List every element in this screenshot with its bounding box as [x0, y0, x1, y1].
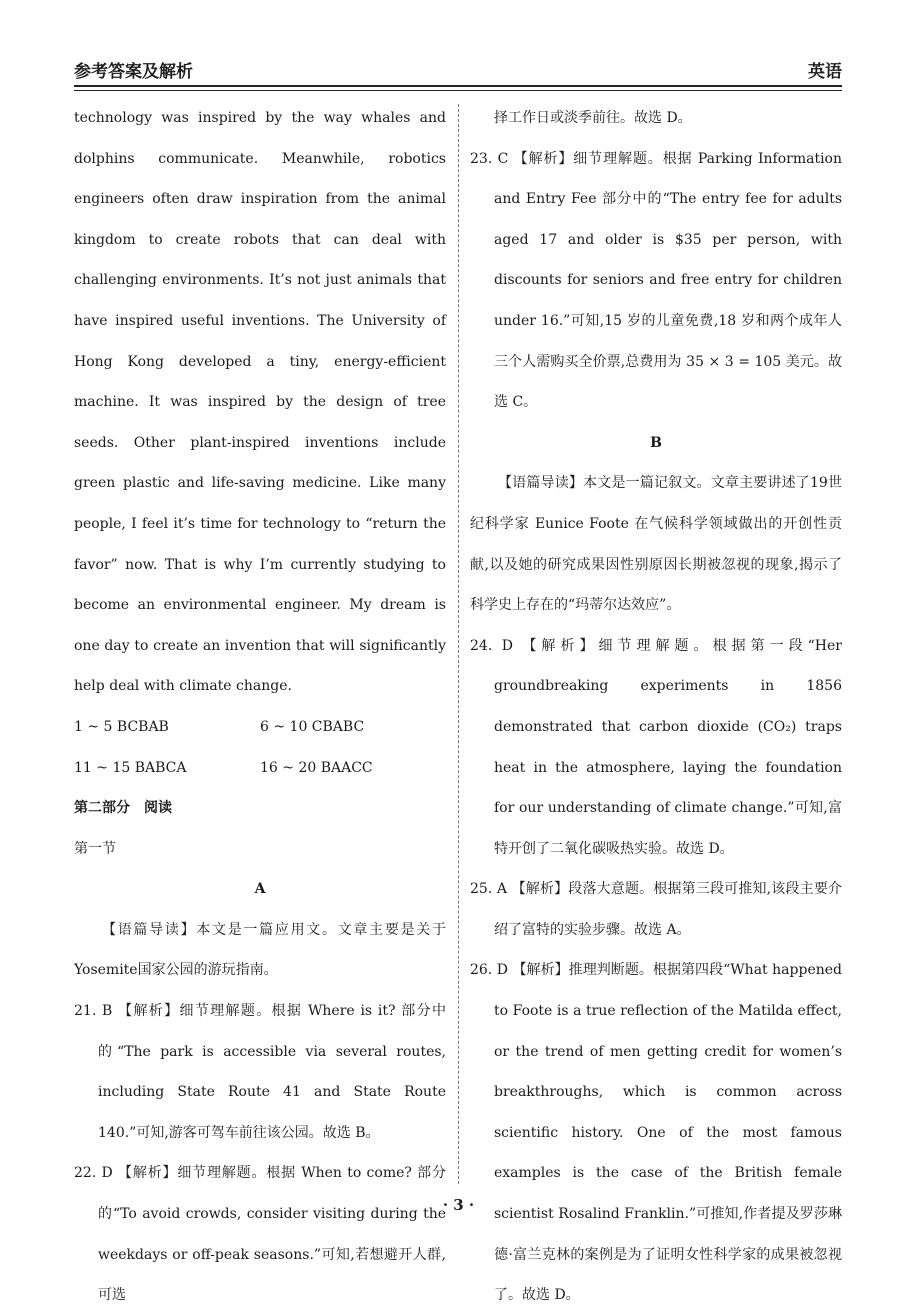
column-divider	[458, 104, 459, 1184]
answer-item-21: 21. B 【解析】细节理解题。根据 Where is it? 部分中的“The park is accessible via several routes, including State Route 41 and State Route 140.”可知,游客可驾车前往该公园。故选 B。	[74, 1003, 446, 1141]
passage-heading-a: A	[254, 881, 266, 898]
passage-heading-b: B	[650, 434, 662, 451]
answer-item-26: 26. D 【解析】推理判断题。根据第四段“What happened to Foote is a true reflection of the Matilda effect, or the trend of men getting credit for women’s breakthroughs, which is common across scientific history. One of the most famous examples is the case of the British female scientist Rosalind Franklin.”可推知,作者提及罗莎琳德·富兰克林的案例是为了证明女性科学家的成果被忽视了。故选 D。	[470, 962, 842, 1304]
section-heading: 第一节	[74, 840, 116, 857]
answer-range: 11 ~ 15 BABCA	[74, 759, 187, 776]
answer-item-22-continued: 择工作日或淡季前往。故选 D。	[494, 110, 692, 126]
passage-guide-a: 【语篇导读】本文是一篇应用文。文章主要是关于Yosemite国家公园的游玩指南。	[74, 921, 446, 979]
answer-range: 16 ~ 20 BAACC	[260, 759, 373, 776]
answer-item-22: 22. D 【解析】细节理解题。根据 When to come? 部分的“To avoid crowds, consider visiting during the weekdays or off-peak seasons.”可知,若想避开人群,可选	[74, 1165, 446, 1304]
answer-row	[74, 748, 446, 789]
passage-guide-b: 【语篇导读】本文是一篇记叙文。文章主要讲述了19世纪科学家 Eunice Foote 在气候科学领域做出的开创性贡献,以及她的研究成果因性别原因长期被忽视的现象,揭示了科学史上存在的“玛蒂尔达效应”。	[470, 475, 842, 614]
header-rule-thick	[74, 85, 842, 87]
passage-paragraph: technology was inspired by the way whales and dolphins communicate. Meanwhile, robotics engineers often draw inspiration from the animal kingdom to create robots that can deal with challenging environments. It’s not just animals that have inspired useful inventions. The University of Hong Kong developed a tiny, energy-efficient machine. It was inspired by the design of tree seeds. Other plant-inspired inventions include green plastic and life-saving medicine. Like many people, I feel it’s time for technology to “return the favor” now. That is why I’m currently studying to become an environmental engineer. My dream is one day to create an invention that will significantly help deal with climate change.	[74, 110, 446, 695]
part-heading: 第二部分 阅读	[74, 800, 172, 817]
answer-range: 1 ~ 5 BCBAB	[74, 718, 169, 735]
header-rule-thin	[74, 90, 842, 91]
page-number: · 3 ·	[442, 1196, 475, 1214]
answer-row	[74, 707, 446, 748]
left-column	[74, 98, 446, 1316]
answer-item-24: 24. D 【解析】细节理解题。根据第一段“Her groundbreaking experiments in 1856 demonstrated that carbon dioxide (CO₂) traps heat in the atmosphere, laying the foundation for our understanding of climate change.”可知,富特开创了二氧化碳吸热实验。故选 D。	[470, 637, 842, 857]
answer-item-23: 23. C 【解析】细节理解题。根据 Parking Information and Entry Fee 部分中的“The entry fee for adults aged 17 and older is $35 per person, with discounts for seniors and free entry for children under 16.”可知,15 岁的儿童免费,18 岁和两个成年人三个人需购买全价票,总费用为 35 × 3 = 105 美元。故选 C。	[470, 150, 842, 411]
right-column	[470, 98, 842, 1316]
answer-range: 6 ~ 10 CBABC	[260, 718, 365, 735]
page-header	[74, 55, 842, 85]
header-title: 参考答案及解析	[74, 62, 193, 82]
header-subject: 英语	[808, 62, 842, 82]
answer-item-25: 25. A 【解析】段落大意题。根据第三段可推知,该段主要介绍了富特的实验步骤。故选 A。	[470, 881, 842, 938]
